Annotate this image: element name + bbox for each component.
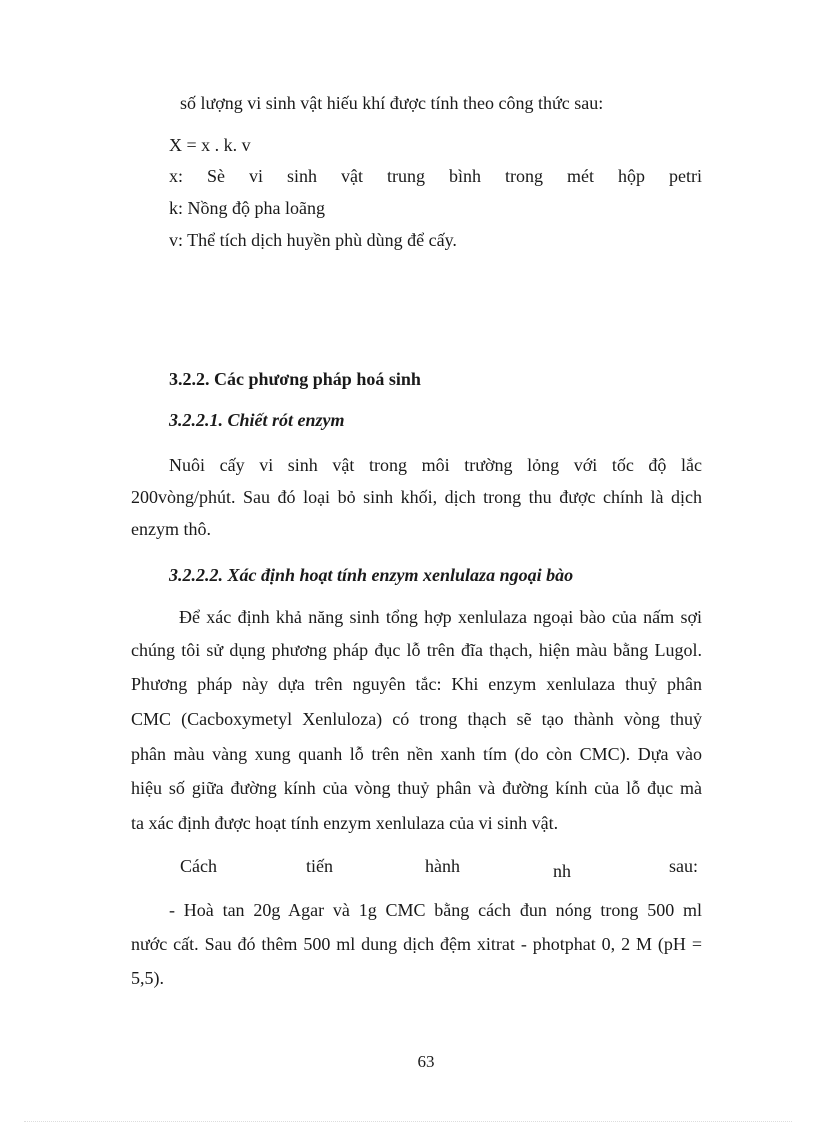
paragraph-line: phân màu vàng xung quanh lỗ trên nền xanh tím (do còn CMC). Dựa vào: [131, 744, 702, 764]
paragraph-line: ta xác định được hoạt tính enzym xenlulaza của vi sinh vật.: [131, 813, 559, 833]
paragraph-line: Phương pháp này dựa trên nguyên tắc: Khi enzym xenlulaza thuỷ phân: [131, 674, 702, 694]
page-number: 63: [417, 1052, 435, 1071]
paragraph-line: Nuôi cấy vi sinh vật trong môi trường lỏng với tốc độ lắc: [169, 455, 702, 475]
procedure-word: Cách: [180, 856, 217, 876]
paragraph-line: CMC (Cacboxymetyl Xenluloza) có trong thạch sẽ tạo thành vòng thuỷ: [131, 709, 702, 729]
formula: X = x . k. v: [169, 135, 251, 155]
paragraph-line: chúng tôi sử dụng phương pháp đục lỗ trên đĩa thạch, hiện màu bằng Lugol.: [131, 640, 702, 660]
step-line: - Hoà tan 20g Agar và 1g CMC bằng cách đun nóng trong 500 ml: [169, 900, 702, 920]
paragraph-line: hiệu số giữa đường kính của vòng thuỷ phân và đường kính của lỗ đục mà: [131, 778, 702, 798]
procedure-word: nh: [553, 861, 571, 881]
intro-line: số lượng vi sinh vật hiếu khí được tính theo công thức sau:: [180, 93, 604, 113]
procedure-word: tiến: [306, 856, 333, 876]
footer-divider: [24, 1121, 792, 1122]
variable-x-definition: x: Sè vi sinh vật trung bình trong mét hộp petri: [169, 166, 702, 186]
variable-v-definition: v: Thể tích dịch huyền phù dùng để cấy.: [169, 230, 457, 250]
subsection-heading-extraction: 3.2.2.1. Chiết rót enzym: [169, 410, 345, 430]
subsection-heading-activity: 3.2.2.2. Xác định hoạt tính enzym xenlulaza ngoại bào: [169, 565, 574, 585]
step-line: 5,5).: [131, 968, 164, 988]
paragraph-line: Để xác định khả năng sinh tổng hợp xenlulaza ngoại bào của nấm sợi: [179, 607, 702, 627]
procedure-word: hành: [425, 856, 460, 876]
procedure-word: sau:: [669, 856, 698, 876]
variable-k-definition: k: Nồng độ pha loãng: [169, 198, 325, 218]
paragraph-line: 200vòng/phút. Sau đó loại bỏ sinh khối, dịch trong thu được chính là dịch: [131, 487, 702, 507]
section-heading: 3.2.2. Các phương pháp hoá sinh: [169, 369, 421, 389]
step-line: nước cất. Sau đó thêm 500 ml dung dịch đệm xitrat - photphat 0, 2 M (pH =: [131, 934, 702, 954]
paragraph-line: enzym thô.: [131, 519, 211, 539]
